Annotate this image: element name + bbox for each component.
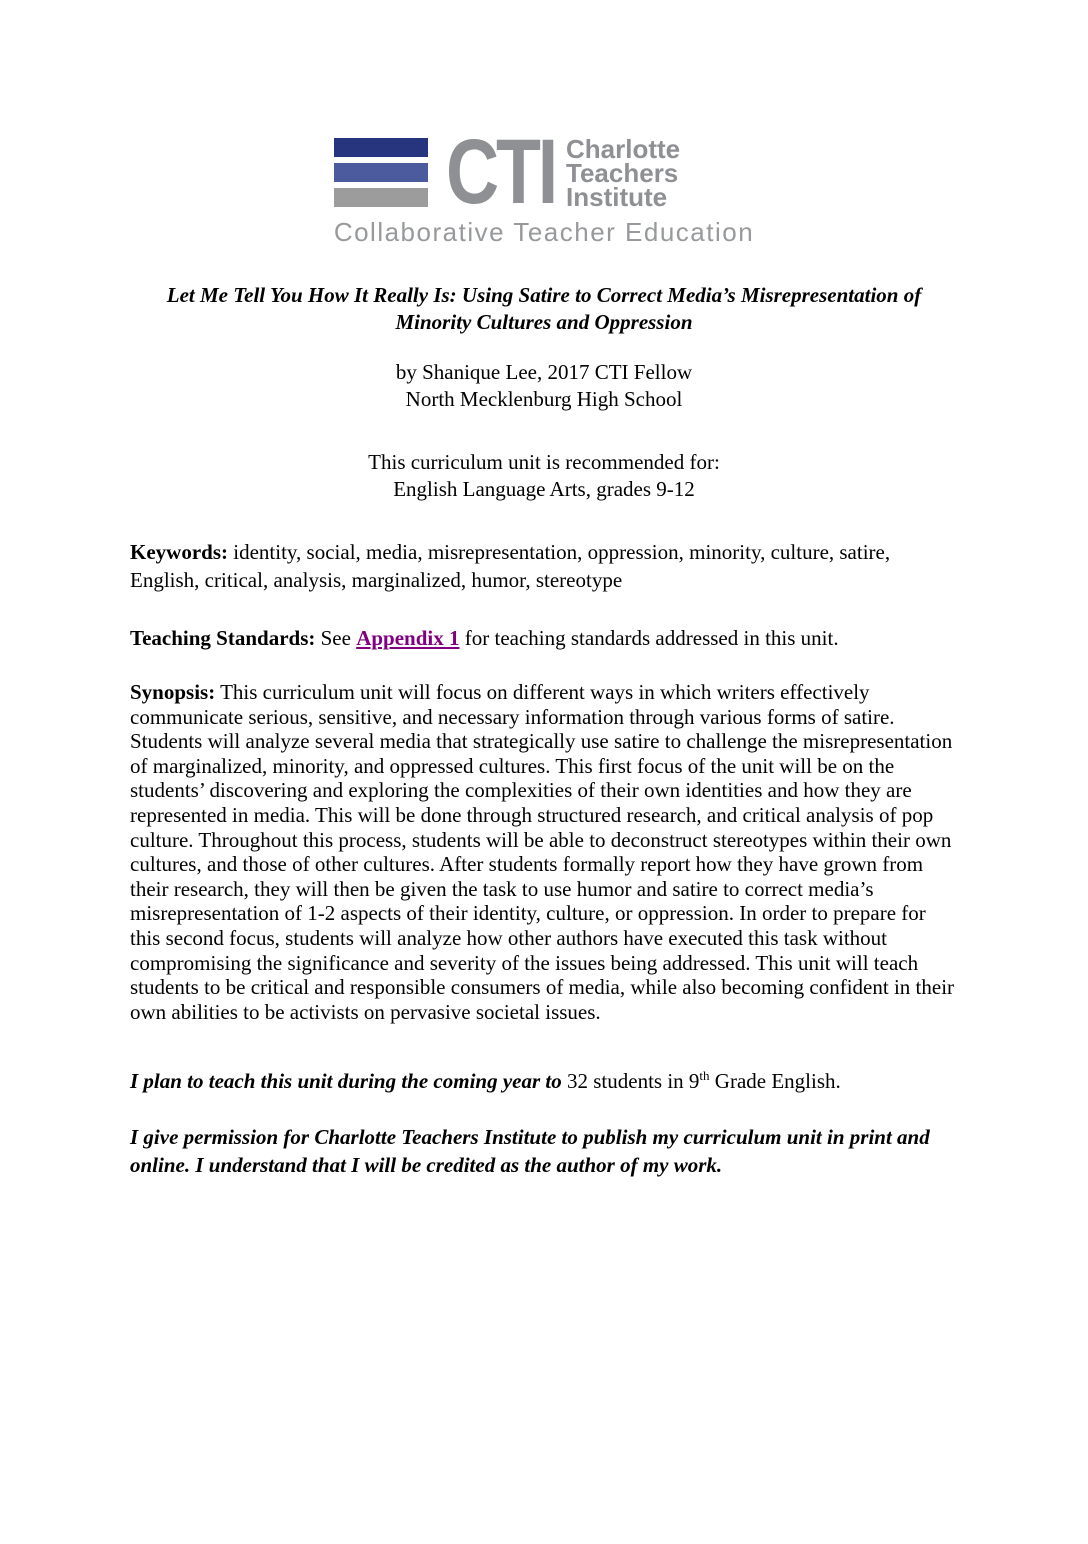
logo-name-line1: Charlotte (566, 134, 681, 164)
appendix-1-link[interactable]: Appendix 1 (356, 626, 460, 650)
recommended-line1: This curriculum unit is recommended for: (368, 450, 720, 474)
permission-statement: I give permission for Charlotte Teachers Institute to publish my curriculum unit in print and online. I understand that I will be credited as the author of my work. (130, 1125, 930, 1178)
cti-logo-row (334, 121, 754, 223)
teaching-standards-post: for teaching standards addressed in this unit. (459, 626, 839, 650)
plan-regular-part: 32 students in 9 (567, 1069, 700, 1094)
logo-name-line3: Institute (566, 182, 668, 212)
recommended-for (130, 449, 958, 503)
teaching-standards-pre: See (315, 626, 357, 650)
synopsis-label: Synopsis: (130, 680, 216, 704)
teaching-standards-label: Teaching Standards: (130, 626, 316, 650)
logo-institute-name (566, 134, 681, 212)
plan-statement (130, 1067, 958, 1095)
synopsis-paragraph (130, 680, 958, 1024)
plan-tail: Grade English. (709, 1069, 841, 1094)
logo-cti-text: CTI (445, 121, 555, 223)
unit-title-line1: Let Me Tell You How It Really Is: Using Satire to Correct Media’s Misrepresentation of (166, 283, 922, 307)
unit-title (130, 282, 958, 336)
byline-author: by Shanique Lee, 2017 CTI Fellow (395, 360, 693, 384)
recommended-line2: English Language Arts, grades 9-12 (393, 477, 695, 501)
logo-bar-gray (334, 188, 428, 207)
plan-italic-part: I plan to teach this unit during the coming year to (130, 1069, 567, 1094)
plan-superscript: th (699, 1068, 710, 1084)
synopsis-body: This curriculum unit will focus on different ways in which writers effectively communicate serious, sensitive, and necessary information through various forms of satire. Students will analyze several media that strategically use satire to challenge the misrepresentation of marginalized, minority, and oppressed cultures. This first focus of the unit will be on the students’ discovering and exploring the complexities of their own identities and how they are represented in media. This will be done through structured research, and critical analysis of pop culture. Throughout this process, students will be able to deconstruct stereotypes within their own cultures, and those of other cultures. After students formally report how they have grown from their research, they will then be given the task to use humor and satire to correct media’s misrepresentation of 1-2 aspects of their identity, culture, or oppression. In order to prepare for this second focus, students will analyze how other authors have executed this task without compromising the significance and severity of the issues being addressed. This unit will teach students to be critical and responsible consumers of media, while also becoming confident in their own abilities to be activists on pervasive societal issues. (130, 680, 955, 1024)
logo-bar-navy (334, 138, 428, 157)
logo-name-line2: Teachers (566, 158, 679, 188)
document-page (0, 121, 1088, 1544)
byline-school: North Mecklenburg High School (405, 387, 683, 411)
keywords-list: identity, social, media, misrepresentation, oppression, minority, culture, satire, English, critical, analysis, marginalized, humor, stereotype (130, 540, 891, 592)
logo-tagline: Collaborative Teacher Education (333, 217, 755, 247)
keywords-label: Keywords: (130, 540, 228, 564)
unit-title-line2: Minority Cultures and Oppression (395, 310, 693, 334)
keywords-paragraph (130, 538, 958, 594)
byline (130, 359, 958, 413)
logo-bar-blue (334, 163, 428, 182)
teaching-standards-paragraph (130, 624, 958, 652)
cti-logo (333, 121, 755, 248)
logo-bars-icon (334, 138, 428, 207)
